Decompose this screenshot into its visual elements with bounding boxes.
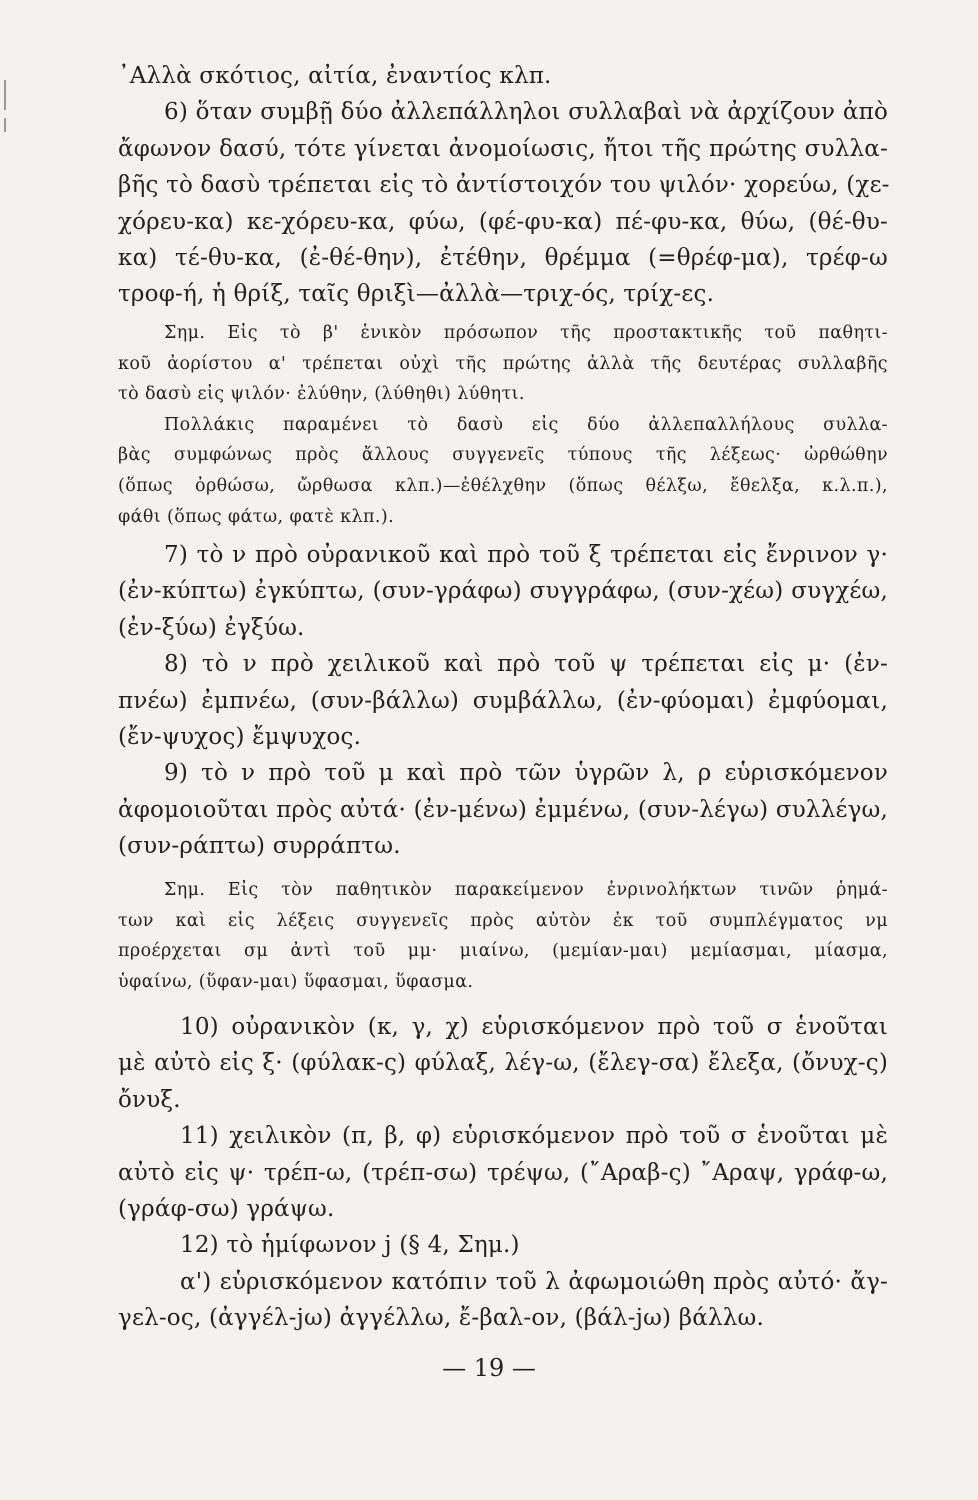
text-line: πνέω) ἐμπνέω, (συν-βάλλω) συμβάλλω, (ἐν-φύομαι) ἐμφύομαι, (118, 687, 888, 714)
paragraph-nu-changes (118, 537, 888, 865)
text-line: 9) τὸ ν πρὸ τοῦ μ καὶ πρὸ τῶν ὑγρῶν λ, ρ εὑρισκόμενον (164, 760, 888, 787)
note-perfect-passive (118, 875, 888, 997)
text-line: α') εὑρισκόμενον κατόπιν τοῦ λ ἀφωμοιώθη πρὸς αὐτό· ἄγ- (180, 1268, 888, 1295)
text-line: (ἐν-ξύω) ἐγξύω. (118, 614, 305, 641)
text-line: 6) ὅταν συμβῇ δύο ἀλλεπάλληλοι συλλαβαὶ νὰ ἀρχίζουν ἀπὸ (164, 99, 888, 126)
text-line: (ὅπως ὀρθώσω, ὤρθωσα κλπ.)—ἐθέλχθην (ὅπως θέλξω, ἔθελξα, κ.λ.π.), (118, 475, 888, 496)
text-line: (γράφ-σω) γράψω. (118, 1195, 335, 1222)
text-line: βὰς συμφώνως πρὸς ἄλλους συγγενεῖς τύπους τῆς λέξεως· ὠρθώθην (118, 445, 888, 466)
text-line: κα) τέ-θυ-κα, (ἐ-θέ-θην), ἐτέθην, θρέμμα (=θρέφ-μα), τρέφ-ω (118, 244, 888, 271)
text-line: Σημ. Εἰς τὸ β' ἑνικὸν πρόσωπον τῆς προστακτικῆς τοῦ παθητι- (164, 323, 888, 343)
text-line: αὐτὸ εἰς ψ· τρέπ-ω, (τρέπ-σω) τρέψω, (῎Αραβ-ς) ῎Αραψ, γράφ-ω, (118, 1159, 888, 1186)
text-line: ἄφωνον δασύ, τότε γίνεται ἀνομοίωσις, ἤτοι τῆς πρώτης συλλα- (118, 135, 888, 162)
scan-edge-mark (4, 80, 6, 110)
scan-edge-mark (4, 118, 6, 132)
text-line: τροφ-ή, ἡ θρίξ, ταῖς θριξὶ—ἀλλὰ—τριχ-ός, τρίχ-ες. (118, 281, 715, 308)
text-line: των καὶ εἰς λέξεις συγγενεῖς πρὸς αὐτὸν ἐκ τοῦ συμπλέγματος νμ (118, 910, 888, 931)
text-line: ὄνυξ. (118, 1086, 181, 1113)
text-line: Πολλάκις παραμένει τὸ δασὺ εἰς δύο ἀλλεπαλλήλους συλλα- (164, 414, 888, 435)
text-line: Σημ. Εἰς τὸν παθητικὸν παρακείμενον ἐνρινολήκτων τινῶν ῥημά- (164, 880, 888, 900)
text-line: βῆς τὸ δασὺ τρέπεται εἰς τὸ ἀντίστοιχόν του ψιλόν· χορεύω, (χε- (118, 172, 890, 199)
text-line: ὑφαίνω, (ὕφαν-μαι) ὕφασμαι, ὕφασμα. (118, 971, 474, 992)
text-line: τὸ δασὺ εἰς ψιλόν· ἐλύθην, (λύθηθι) λύθητι. (118, 384, 525, 405)
text-line: 10) οὐρανικὸν (κ, γ, χ) εὑρισκόμενον πρὸ τοῦ σ ἑνοῦται (180, 1014, 888, 1040)
text-line: (συν-ράπτω) συρράπτω. (118, 833, 401, 860)
text-line: 12) τὸ ἡμίφωνον j (§ 4, Σημ.) (180, 1232, 520, 1259)
text-line: 11) χειλικὸν (π, β, φ) εὑρισκόμενον πρὸ τοῦ σ ἑνοῦται μὲ (180, 1123, 888, 1150)
text-line: 7) τὸ ν πρὸ οὐρανικοῦ καὶ πρὸ τοῦ ξ τρέπεται εἰς ἔνρινον γ· (164, 542, 888, 568)
text-line: (ἔν-ψυχος) ἔμψυχος. (118, 723, 362, 750)
text-line: ἀφομοιοῦται πρὸς αὐτά· (ἐν-μένω) ἐμμένω, (συν-λέγω) συλλέγω, (118, 796, 888, 823)
text-line: (ἐν-κύπτω) ἐγκύπτω, (συν-γράφω) συγγράφω, (συν-χέω) συγχέω, (118, 578, 888, 605)
text-line: μὲ αὐτὸ εἰς ξ· (φύλακ-ς) φύλαξ, λέγ-ω, (ἔλεγ-σα) ἔλεξα, (ὄνυχ-ς) (118, 1050, 888, 1077)
text-line: γελ-ος, (ἀγγέλ-jω) ἀγγέλλω, ἔ-βαλ-ον, (βάλ-jω) βάλλω. (118, 1305, 764, 1332)
page-number: — 19 — (442, 1354, 536, 1382)
text-line: 8) τὸ ν πρὸ χειλικοῦ καὶ πρὸ τοῦ ψ τρέπεται εἰς μ· (ἐν- (164, 651, 888, 678)
paragraph-consonant-clusters (118, 1009, 888, 1337)
text-line: χόρευ-κα) κε-χόρευ-κα, φύω, (φέ-φυ-κα) πέ-φυ-κα, θύω, (θέ-θυ- (118, 208, 888, 235)
paragraph-dissimilation (118, 58, 888, 313)
note-imperative-aorist (118, 318, 888, 532)
text-line: κοῦ ἀορίστου α' τρέπεται οὐχὶ τῆς πρώτης ἀλλὰ τῆς δευτέρας συλλαβῆς (118, 353, 888, 374)
text-line: φάθι (ὅπως φάτω, φατὲ κλπ.). (118, 506, 395, 527)
text-line: προέρχεται σμ ἀντὶ τοῦ μμ· μιαίνω, (μεμίαν-μαι) μεμίασμαι, μίασμα, (118, 941, 888, 962)
text-line: ᾿Αλλὰ σκότιος, αἰτία, ἐναντίος κλπ. (118, 63, 552, 89)
